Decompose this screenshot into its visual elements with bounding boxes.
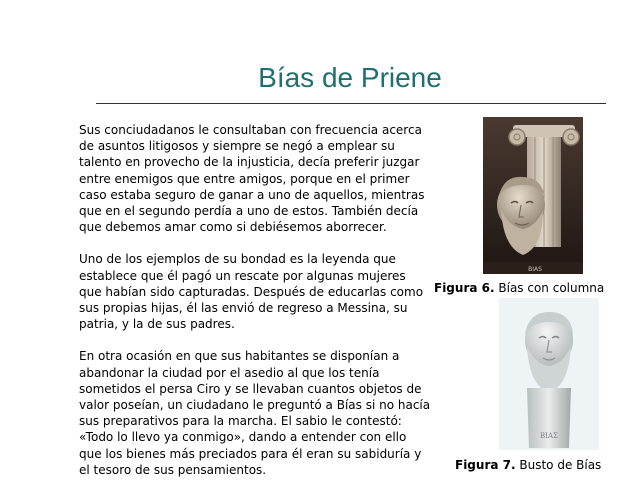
paragraph-2: Uno de los ejemplos de su bondad es la leyenda que establece que él pagó un rescate por algunas mujeres que habían sido capturadas. Después de educarlas como sus propias hijas, él las envió de regreso a Messina, su patria, y la de sus padres.: [79, 252, 424, 332]
figure-7-label: Figura 7.: [455, 458, 516, 472]
paragraph-3: En otra ocasión en que sus habitantes se disponían a abandonar la ciudad por el asedio al que los tenía sometidos el persa Ciro y se llevaban cuantos objetos de valor poseían, un ciudadano le preguntó a Bías si no hacía sus preparativos para la marcha. El sabio le contestó: «Todo lo llevo ya conmigo», dando a entender con ello que los bienes más preciados para él eran su sabiduría y el tesoro de sus pensamientos.: [79, 349, 431, 477]
body-text: [79, 122, 431, 494]
figure-7-caption: [455, 458, 601, 472]
figure-6-label: Figura 6.: [434, 281, 495, 295]
figure-7-inscription: ΒΙΑΣ: [540, 432, 558, 440]
slide-title: Bías de Priene: [258, 62, 442, 93]
figure-6-text: Bías con columna: [498, 281, 605, 295]
figure-bias-column-image: [483, 117, 583, 274]
figure-6-plinth-text: BIAS: [528, 266, 542, 273]
paragraph-1: Sus conciudadanos le consultaban con frecuencia acerca de asuntos litigosos y siempre se negó a emplear su talento en provecho de la injusticia, decía preferir juzgar entre enemigos que entre amigos, porque en el primer caso estaba seguro de ganar a uno de aquellos, mientras que en el segundo perdía a uno de estos. También decía que debemos amar como si debiésemos aborrecer.: [79, 123, 425, 235]
figure-6-caption: [434, 281, 604, 295]
title-divider: [96, 103, 606, 104]
figure-bias-bust-image: [499, 298, 599, 450]
figure-7-text: Busto de Bías: [519, 458, 602, 472]
